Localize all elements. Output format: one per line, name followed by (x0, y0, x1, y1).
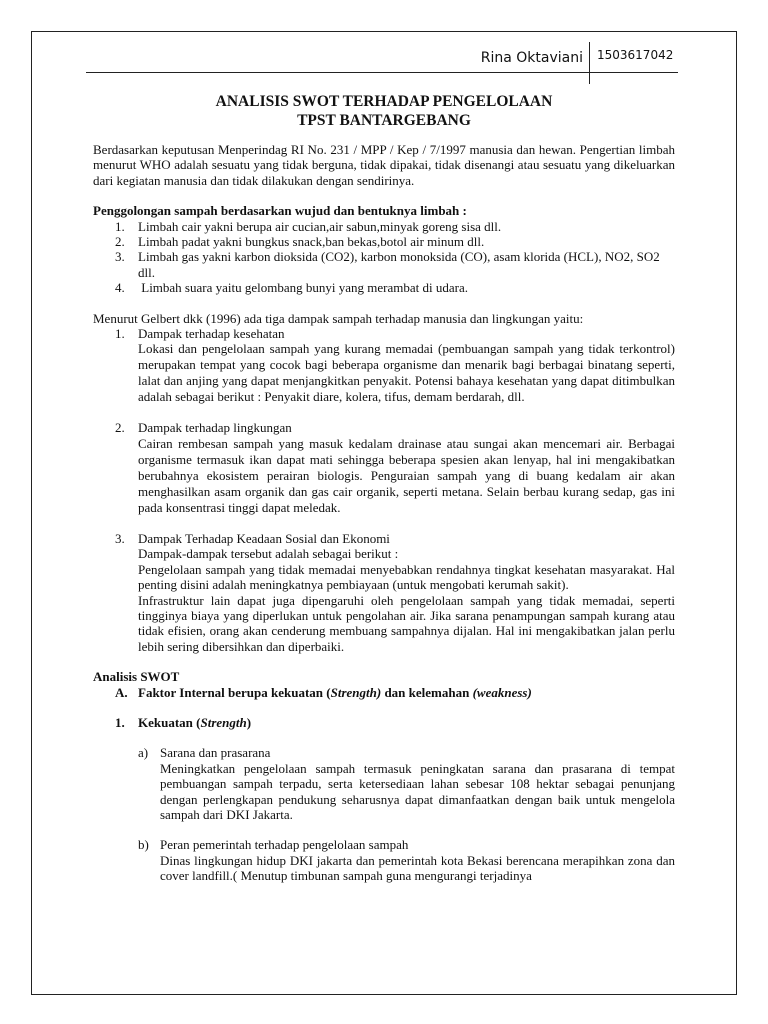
swot-factor-heading (93, 685, 675, 700)
document-title (93, 92, 675, 130)
factor-strength: Strength) (330, 684, 382, 700)
impact-social-intro: Dampak-dampak tersebut adalah sebagai berikut : (138, 546, 399, 562)
impact-heading: Dampak terhadap lingkungan (138, 420, 292, 436)
strength-item-body: Meningkatkan pengelolaan sampah termasuk peningkatan sarana dan prasarana di tempat pembuangan sampah terpadu, serta ketersediaan lahan sebesar 108 hektar sebagai penunjang dengan perlengkapan pendukung seharusnya dapat dimanfaatkan dengan baik untuk mengelola sampah dari DKI Jakarta. (160, 760, 675, 822)
list-number: A. (115, 684, 128, 700)
impact-environment (115, 420, 675, 435)
classification-heading: Penggolongan sampah berdasarkan wujud dan bentuknya limbah : (93, 203, 467, 219)
impact-heading: Dampak terhadap kesehatan (138, 326, 285, 342)
list-number: 1. (115, 218, 125, 234)
list-number: 3. (115, 530, 125, 546)
list-number: 3. (115, 249, 125, 265)
impacts-intro: Menurut Gelbert dkk (1996) ada tiga dampak sampah terhadap manusia dan lingkungan yaitu: (93, 310, 584, 326)
intro-paragraph: Berdasarkan keputusan Menperindag RI No. 231 / MPP / Kep / 7/1997 manusia dan hewan. Pengertian limbah menurut WHO adalah sesuatu yang tidak berguna, tidak dipakai, tidak disenangi atau sesuatu yang dikeluarkan dari kegiatan manusia dan tidak dilakukan dengan sendirinya. (93, 142, 675, 188)
strength-text: Kekuatan ( (138, 714, 201, 730)
student-id: 1503617042 (597, 48, 674, 62)
list-number: b) (138, 837, 149, 853)
impact-health (115, 326, 675, 341)
title-line-2: TPST BANTARGEBANG (297, 112, 471, 129)
list-text: Limbah padat yakni bungkus snack,ban bekas,botol air minum dll. (138, 234, 485, 250)
classification-list (93, 219, 675, 296)
impact-heading: Dampak Terhadap Keadaan Sosial dan Ekonomi (138, 530, 390, 546)
list-item (115, 249, 675, 280)
impact-social (115, 531, 675, 546)
author-name: Rina Oktaviani (480, 50, 583, 66)
title-line-1: ANALISIS SWOT TERHADAP PENGELOLAAN (215, 93, 553, 110)
strength-item-heading: Peran pemerintah terhadap pengelolaan sampah (160, 837, 409, 853)
strength-item (93, 745, 675, 760)
header-divider (589, 42, 590, 84)
strength-text: ) (246, 714, 252, 730)
list-number: a) (138, 745, 149, 761)
strength-item-body: Dinas lingkungan hidup DKI jakarta dan pemerintah kota Bekasi berencana merapihkan zona dan cover landfill.( Menutup timbunan sampah guna mengurangi terjadinya (160, 852, 675, 884)
factor-weakness: (weakness) (472, 684, 532, 700)
list-number: 2. (115, 420, 125, 436)
impact-body: Cairan rembesan sampah yang masuk kedalam drainase atau sungai akan mencemari air. Berbagai organisme termasuk ikan dapat mati sehingga beberapa spesien akan lenyap, hal ini mengakibatkan berubahnya ekosistem perairan biologis. Penguraian sampah yang di buang kedalam air akan menghasilkan asam organik dan gas cair organik, seperti metana. Selain berbau kurang sedap, gas ini pada konsentrasi tinggi dapat meledak. (138, 435, 675, 515)
list-item (115, 234, 675, 249)
strength-item (93, 837, 675, 852)
strength-heading (93, 715, 675, 730)
impact-body: Pengelolaan sampah yang tidak memadai menyebabkan rendahnya tingkat kesehatan masyarakat. Hal penting disini adalah meningkatnya pembiayaan (untuk mengobati kerumah sakit). (138, 561, 675, 593)
list-text: Limbah suara yaitu gelombang bunyi yang merambat di udara. (138, 280, 468, 296)
list-number: 4. (115, 280, 125, 296)
list-text: Limbah cair yakni berupa air cucian,air sabun,minyak goreng sisa dll. (138, 218, 502, 234)
list-number: 1. (115, 326, 125, 342)
strength-item-heading: Sarana dan prasarana (160, 745, 271, 761)
list-item (115, 280, 675, 295)
list-number: 2. (115, 234, 125, 250)
strength-word: Strength (200, 714, 247, 730)
factor-text: dan kelemahan (381, 684, 473, 700)
list-item (115, 219, 675, 234)
factor-text: Faktor Internal berupa kekuatan ( (138, 684, 331, 700)
impacts-list (93, 326, 675, 654)
list-text: Limbah gas yakni karbon dioksida (CO2), karbon monoksida (CO), asam klorida (HCL), NO2, SO2 dll. (138, 249, 660, 280)
document-body (93, 92, 675, 884)
impact-body: Infrastruktur lain dapat juga dipengaruhi oleh pengelolaan sampah yang tidak memadai, seperti tingginya biaya yang diperlukan untuk pengolahan air. Jika sarana penampungan sampah kurang atau tidak efisien, orang akan cenderung membuang sampahnya dijalan. Hal ini mengakibatkan jalan perlu lebih sering dibersihkan dan diperbaiki. (138, 592, 675, 654)
swot-heading: Analisis SWOT (93, 669, 180, 685)
impact-body: Lokasi dan pengelolaan sampah yang kurang memadai (pembuangan sampah yang tidak terkontrol) merupakan tempat yang cocok bagi beberapa organisme dan menarik bagi berbagai binatang seperti, lalat dan anjing yang dapat menjangkitkan penyakit. Potensi bahaya kesehatan yang dapat ditimbulkan adalah sebagai berikut : Penyakit diare, kolera, tifus, demam berdarah, dll. (138, 341, 675, 405)
list-number: 1. (115, 714, 125, 730)
